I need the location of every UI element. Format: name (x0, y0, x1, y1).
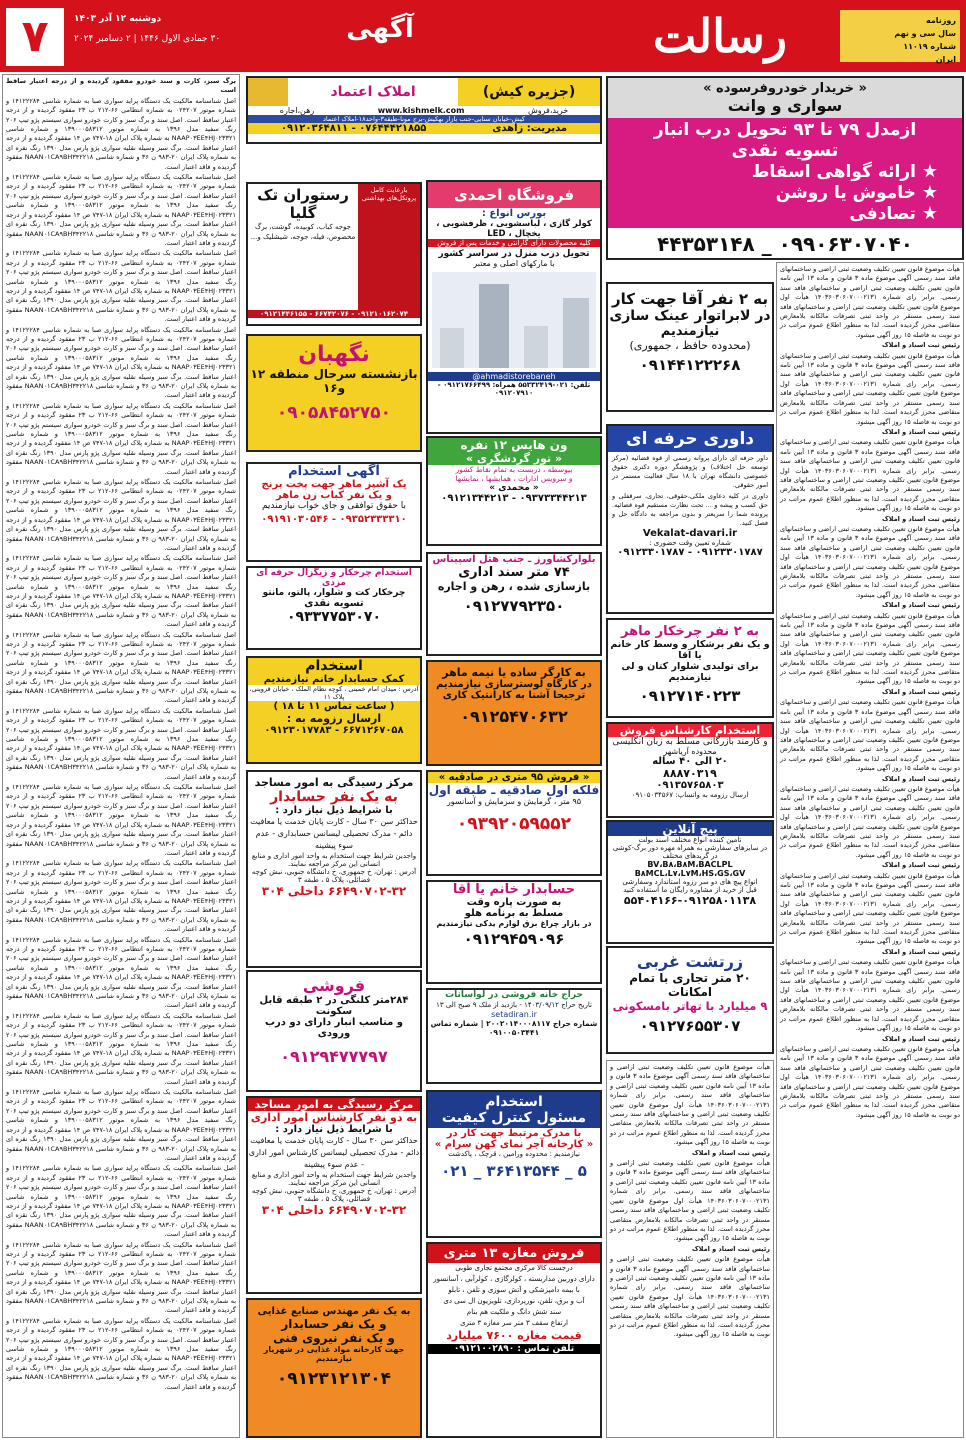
ad-line: ۹ میلیارد با تهاتر بامسکونی (612, 999, 768, 1013)
ad-title: فروشگاه احمدی (428, 182, 600, 208)
notice-text: اصل شناسنامه مالکیت یک دستگاه پراید سواری صبا به شماره شاسی ۱۴۱۲۲۲۸۴ و شماره موتور ۰۲۴۲۰۷ به شماره انتظامی ۶۶-۲۱۲ ب ۲۳ مفقود گردیده و از درجه اعتبار ساقط است. اصل سند و برگ سبز و کارت خودرو سواری سیستم پژو تیپ ۲۰۶ رنگ سفید مدل ۱۳۹۶ به شماره موتور ۱۳۹۰۰۰۵۸۳۱۲ و شماره شاسی NAAP۰۳EE۴HJ۰۲۳۳۲۱ به شماره پلاک ایران ۱۸-۷۴۷ ص ۱۴ مفقود گردیده و از درجه اعتبار ساقط است. برگ سبز وسیله نقلیه سواری پژو پارس مدل ۱۳۹۰ رنگ نقره ای به شماره پلاک ایران ۲۰-۹۸۳ ن ۳۶ و شماره شاسی NAAN۰۱CA۹BH۳۴۲۲۱۸ مفقود گردیده و فاقد اعتبار است. (6, 1011, 237, 1086)
date-line: دوشنبه ۱۲ آذر ۱۴۰۳ (74, 14, 162, 24)
ad-line: با مارکهای اصلی و معتبر (473, 259, 555, 268)
notice-text: هیأت موضوع قانون تعیین تکلیف وضعیت ثبتی اراضی و ساختمانهای فاقد سند رسمی آگهی موضوع ماده ۳ قانون و ماده ۱۳ آیین نامه قانون تعیین تکلیف وضعیت ثبتی اراضی و ساختمانهای فاقد سند رسمی. برابر رای شماره ۱۴۰۳۶۰۳۰۶۰۷۰۰۰۲۱۳۱ هیأت اول موضوع قانون تعیین تکلیف وضعیت ثبتی اراضی و ساختمانهای فاقد سند رسمی مستقر در واحد ثبتی تصرفات مالکانه بلامعارض متقاضی محرز گردیده است. لذا به منظور اطلاع عموم مراتب در دو نوبت به فاصله ۱۵ روز آگهی میشود. (780, 784, 961, 859)
ad-line: به یک نفر مهندس صنایع غذایی (257, 1306, 411, 1317)
page-number: ۷ (6, 8, 64, 66)
ad-phone: ۰۲۱ _ ۳۶۴۱۳۵۴۴ _ ۵ (441, 1162, 587, 1180)
ad-phone: ۰۹۱۲۰۳۶۴۸۱۱ - ۰۷۶۴۴۴۲۱۸۵۵ (280, 123, 427, 134)
ad-line: در گریدهای مختلف (662, 852, 718, 860)
ad-address: آدرس : میدان امام خمینی ، کوچه نظام الملک ، خیابان قزوینی، پلاک ۱۱ (249, 685, 419, 701)
ad-line: ون هایس ۱۲ نفره (428, 438, 600, 452)
ad-line: تسویه نقدی (731, 140, 839, 161)
ad-zigzag (246, 566, 422, 650)
ad-body: تاریخ حراج ۱۴۰۳/۰۹/۱۲ - بازدید از ملک ۹ صبح الی ۱۳ (436, 1001, 592, 1009)
ad-title: پیج آنلاین (608, 822, 772, 836)
ad-address: کیش-خیابان سنایی-جنب بازار بهکیش-برج مونا-طبقه۳-واحد۱۸-املاک اعتماد (248, 115, 600, 123)
ad-tag: (جزیره کیش) (458, 78, 600, 106)
masthead (0, 0, 966, 72)
notice-footer: رئیس ثبت اسناد و املاک (882, 427, 960, 436)
ad-line: با مدرک مرتبط جهت کار در (446, 1128, 582, 1139)
ad-line: دارای دوربین مداربسته ، کولرگازی ، کولرآبی ، آسانسور (433, 1275, 595, 1283)
ad-line: بلوارکشاورز ـ جنب هتل اسپیناس (432, 554, 596, 565)
hijri-date-line: ۳۰ جمادی الاول ۱۴۴۶ | ۲ دسامبر ۲۰۲۴ (74, 34, 221, 44)
ad-bolts (606, 820, 774, 944)
notice-text: هیأت موضوع قانون تعیین تکلیف وضعیت ثبتی اراضی و ساختمانهای فاقد سند رسمی آگهی موضوع ماده ۳ قانون و ماده ۱۳ آیین نامه قانون تعیین تکلیف وضعیت ثبتی اراضی و ساختمانهای فاقد سند رسمی. برابر رای شماره ۱۴۰۳۶۰۳۰۶۰۷۰۰۰۲۱۳۱ هیأت اول موضوع قانون تعیین تکلیف وضعیت ثبتی اراضی و ساختمانهای فاقد سند رسمی مستقر در واحد ثبتی تصرفات مالکانه بلامعارض متقاضی محرز گردیده است. لذا به منظور اطلاع عموم مراتب در دو نوبت به فاصله ۱۵ روز آگهی میشود. (610, 1255, 770, 1339)
ad-phone: ۰۹۳۳۷۷۵۳۰۷۰ (287, 609, 381, 625)
ad-chandelier-worker (426, 660, 602, 766)
ad-bullet: خاموش یا روشن (775, 183, 916, 203)
ad-van-tour (426, 436, 602, 546)
ad-line: به ۲ نفر آقا جهت کار (612, 290, 768, 308)
ad-line: تامین کننده انواع مختلف اسند بولت (638, 836, 742, 844)
ad-price: قیمت مغازه ۷۶۰۰ میلیارد (446, 1329, 582, 1342)
notice-text: هیأت موضوع قانون تعیین تکلیف وضعیت ثبتی اراضی و ساختمانهای فاقد سند رسمی آگهی موضوع ماده ۳ قانون و ماده ۱۳ آیین نامه قانون تعیین تکلیف وضعیت ثبتی اراضی و ساختمانهای فاقد سند رسمی. برابر رای شماره ۱۴۰۳۶۰۳۰۶۰۷۰۰۰۲۱۳۱ هیأت اول موضوع قانون تعیین تکلیف وضعیت ثبتی اراضی و ساختمانهای فاقد سند رسمی مستقر در واحد ثبتی تصرفات مالکانه بلامعارض متقاضی محرز گردیده است. لذا به منظور اطلاع عموم مراتب در دو نوبت به فاصله ۱۵ روز آگهی میشود. (780, 351, 961, 426)
ad-line: و یک نفر برشکار و وسط کار خانم یا آقا (610, 639, 770, 661)
ad-title: فروش مغازه ۱۳ متری (428, 1244, 600, 1263)
ad-bullet: تصادفی (849, 204, 916, 224)
ad-phone: ۶۶۴۹۰۷۰۲-۳۲ داخلی ۳۰۴ (261, 884, 407, 898)
notice-text: اصل شناسنامه مالکیت یک دستگاه پراید سواری صبا به شماره شاسی ۱۴۱۲۲۲۸۴ و شماره موتور ۰۲۴۲۰۷ به شماره انتظامی ۶۶-۲۱۲ ب ۲۳ مفقود گردیده و از درجه اعتبار ساقط است. اصل سند و برگ سبز و کارت خودرو سواری سیستم پژو تیپ ۲۰۶ رنگ سفید مدل ۱۳۹۶ به شماره موتور ۱۳۹۰۰۰۵۸۳۱۲ و شماره شاسی NAAP۰۳EE۴HJ۰۲۳۳۲۱ به شماره پلاک ایران ۱۸-۷۴۷ ص ۱۴ مفقود گردیده و از درجه اعتبار ساقط است. برگ سبز وسیله نقلیه سواری پژو پارس مدل ۱۳۹۰ رنگ نقره ای به شماره پلاک ایران ۲۰-۹۸۳ ن ۳۶ و شماره شاسی NAAN۰۱CA۹BH۳۴۲۲۱۸ مفقود گردیده و فاقد اعتبار است. (6, 554, 237, 629)
ad-title: مرکز رسیدگی به امور مساجد (248, 1098, 420, 1111)
ad-phone: ۰۹۱۲۷۱۴۰۲۲۳ (639, 687, 741, 705)
ad-line: ( ساعت تماس ۱۱ تا ۱۸ ) (273, 701, 395, 712)
ad-phone: ۰۹۱۲۳۰۱۷۷۸۳ - ۶۶۷۱۲۶۷۰۵۸ (264, 725, 404, 736)
ad-phone: ۰۹۱۲۹۴۵۹۰۹۶ (463, 930, 565, 948)
ad-line: « محمدی » (489, 483, 539, 493)
ad-line: « تور گردشگری » (428, 452, 600, 465)
notice-text: اصل شناسنامه مالکیت یک دستگاه پراید سواری صبا به شماره شاسی ۱۴۱۲۲۲۸۴ و شماره موتور ۰۲۴۲۰۷ به شماره انتظامی ۶۶-۲۱۲ ب ۲۳ مفقود گردیده و از درجه اعتبار ساقط است. اصل سند و برگ سبز و کارت خودرو سواری سیستم پژو تیپ ۲۰۶ رنگ سفید مدل ۱۳۹۶ به شماره موتور ۱۳۹۰۰۰۵۸۳۱۲ و شماره شاسی NAAP۰۳EE۴HJ۰۲۳۳۲۱ به شماره پلاک ایران ۱۸-۷۴۷ ص ۱۴ مفقود گردیده و از درجه اعتبار ساقط است. برگ سبز وسیله نقلیه سواری پژو پارس مدل ۱۳۹۰ رنگ نقره ای به شماره پلاک ایران ۲۰-۹۸۳ ن ۳۶ و شماره شاسی NAAN۰۱CA۹BH۳۴۲۲۱۸ مفقود گردیده و فاقد اعتبار است. (6, 1088, 237, 1162)
ad-phone: شماره حراج ۲۰۰۲۰۱۴۰۰۰۸۱۱۷ | شماره تماس ۰۹۱۰۰۵۰۳۴۴۱ (430, 1019, 598, 1037)
ad-cook (246, 462, 422, 562)
ad-phone: تلفن تماس : ۰۹۱۲۱۰۰۲۸۹۰ (428, 1344, 600, 1354)
ad-line: ۲۰ الی ۴۰ ساله (652, 756, 728, 767)
notice-footer: رئیس ثبت اسناد و املاک (882, 687, 960, 696)
notice-text: هیأت موضوع قانون تعیین تکلیف وضعیت ثبتی اراضی و ساختمانهای فاقد سند رسمی آگهی موضوع ماده ۳ قانون و ماده ۱۳ آیین نامه قانون تعیین تکلیف وضعیت ثبتی اراضی و ساختمانهای فاقد سند رسمی. برابر رای شماره ۱۴۰۳۶۰۳۰۶۰۷۰۰۰۲۱۳۱ هیأت اول موضوع قانون تعیین تکلیف وضعیت ثبتی اراضی و ساختمانهای فاقد سند رسمی مستقر در واحد ثبتی تصرفات مالکانه بلامعارض متقاضی محرز گردیده است. لذا به منظور اطلاع عموم مراتب در دو نوبت به فاصله ۱۵ روز آگهی میشود. (780, 438, 961, 513)
ad-website: Vekalat-davari.ir (642, 528, 738, 539)
ad-label: شماره تعیین وقت حضوری : (649, 539, 731, 547)
ad-line: B۸MCL،L۷،L۷M،HS،GS،GV (634, 869, 746, 878)
ad-sales-expert (606, 722, 774, 818)
ad-line: جهت کارخانه مواد غذایی در شهریار نیازمندیم (263, 1345, 405, 1363)
ad-land-sale (246, 970, 422, 1092)
ad-line: مسئول کنترل کیفیت (441, 1110, 587, 1126)
notices-column-left (2, 74, 240, 1438)
notice-title: برگ سبز، کارت و سند خودرو مفقود گردیده و از درجه اعتبار ساقط است (6, 77, 236, 95)
notice-text: هیأت موضوع قانون تعیین تکلیف وضعیت ثبتی اراضی و ساختمانهای فاقد سند رسمی آگهی موضوع ماده ۳ قانون و ماده ۱۳ آیین نامه قانون تعیین تکلیف وضعیت ثبتی اراضی و ساختمانهای فاقد سند رسمی. برابر رای شماره ۱۴۰۳۶۰۳۰۶۰۷۰۰۰۲۱۳۱ هیأت اول موضوع قانون تعیین تکلیف وضعیت ثبتی اراضی و ساختمانهای فاقد سند رسمی مستقر در واحد ثبتی تصرفات مالکانه بلامعارض متقاضی محرز گردیده است. لذا به منظور اطلاع عموم مراتب در دو نوبت به فاصله ۱۵ روز آگهی میشود. (610, 1063, 770, 1147)
ad-title: مرکز رسیدگی به امور مساجد (254, 776, 414, 789)
ad-kish-realestate (246, 76, 602, 144)
ad-shop-sale (426, 1242, 602, 1438)
ad-phone: ۶۶۴۹۰۷۰۲-۳۲ داخلی ۳۰۴ (261, 1203, 407, 1217)
notice-footer: رئیس ثبت اسناد و املاک (882, 861, 960, 870)
ad-phone: ۰۹۱۴۴۱۲۲۲۶۸ (639, 356, 741, 374)
ad-title: « فروش ۹۵ متری در صادقیه » (428, 772, 600, 783)
ad-line: کولر گازی ، لباسشویی ، ظرفشویی ، یخچال ، LED (436, 219, 592, 239)
appliances-image (432, 272, 596, 368)
ad-line: با بیمه دامپزشکی و آتش سوزی و تلفن ، تابلو (448, 1286, 580, 1294)
ad-line: در کارگاه لوسترسازی نیازمندیم (436, 679, 592, 690)
ad-lavasan-auction (426, 988, 602, 1084)
ad-line: ازمدل ۷۹ تا ۹۳ تحویل درب انبار (653, 120, 917, 140)
notices-column-middle (606, 1060, 774, 1438)
ad-line: قبل از خرید از مشاوره رایگان ما استفاده کنید (623, 886, 757, 894)
ad-line: به کارگر ساده یا نیمه ماهر (442, 666, 586, 679)
ad-line: برای تولیدی شلوار کتان و لی نیازمندیم (621, 661, 759, 683)
ad-night-guard (246, 334, 422, 452)
ad-line: کمک حسابدار خانم نیازمندیم (263, 674, 405, 685)
ad-line: به دو نفر کارشناس امور اداری (250, 1111, 418, 1124)
section-title: آگهی (346, 14, 414, 44)
ad-title: آگهی استخدام (288, 464, 380, 479)
notices-column-right (776, 262, 964, 1438)
ad-line: و مناسب انبار دارای دو درب ورودی (264, 1017, 404, 1039)
ad-line: درجست کالا مرکزی مجتمع تجاری طوبی (455, 1264, 573, 1272)
ad-office-keshavarz (426, 552, 602, 656)
ad-badge: بارعایت کامل پروتکل‌های بهداشتی (358, 184, 420, 310)
notice-text: اصل شناسنامه مالکیت یک دستگاه پراید سواری صبا به شماره شاسی ۱۴۱۲۲۲۸۴ و شماره موتور ۰۲۴۲۰۷ به شماره انتظامی ۶۶-۲۱۲ ب ۲۳ مفقود گردیده و از درجه اعتبار ساقط است. اصل سند و برگ سبز و کارت خودرو سواری سیستم پژو تیپ ۲۰۶ رنگ سفید مدل ۱۳۹۶ به شماره موتور ۱۳۹۰۰۰۵۸۳۱۲ و شماره شاسی NAAP۰۳EE۴HJ۰۲۳۳۲۱ به شماره پلاک ایران ۱۸-۷۴۷ ص ۱۴ مفقود گردیده و از درجه اعتبار ساقط است. برگ سبز وسیله نقلیه سواری پژو پارس مدل ۱۳۹۰ رنگ نقره ای به شماره پلاک ایران ۲۰-۹۸۳ ن ۳۶ و شماره شاسی NAAN۰۱CA۹BH۳۴۲۲۱۸ مفقود گردیده و فاقد اعتبار است. (6, 173, 237, 247)
ad-line: استخدام چرخکار و زیگزال حرفه ای مزدی (256, 568, 412, 588)
notice-footer: رئیس ثبت اسناد و املاک (692, 1244, 770, 1253)
ad-phone: ۵۵۴۰۴۱۶۶-۰۹۱۲۵۸۰۱۱۳۸ (623, 894, 757, 907)
notice-footer: رئیس ثبت اسناد و املاک (882, 514, 960, 523)
ad-title: « خریدار خودروفرسوده » (703, 81, 867, 96)
meta-issue: شماره ۱۱۰۱۹ (903, 42, 956, 51)
ad-line: و کارمند بازرگانی مسلط به زبان انگلیسی (612, 737, 768, 747)
notice-footer: رئیس ثبت اسناد و املاک (882, 601, 960, 610)
notice-footer: رئیس ثبت اسناد و املاک (882, 341, 960, 350)
ad-phone: ۰۹۱۹۱۰۳۰۵۴۶ - ۰۹۳۵۲۳۳۳۳۱۰ (261, 514, 407, 525)
ad-line: تسویه نقدی (304, 598, 364, 609)
ad-body: داور حرفه ای دارای پروانه رسمی از قوه قضائیه (مرکز توسعه حل اختلاف) و پژوهشگر دوره دکتری حقوق خصوصی دانشگاه تهران با ۱۸ سال فعالیت مستمر در امور حقوقی. (612, 454, 768, 489)
ad-line: ارسال رزومه به : (286, 712, 382, 725)
ad-phone: ۰۹۱۲۳۱۲۱۳۰۴ (276, 1369, 392, 1389)
notice-text: اصل شناسنامه مالکیت یک دستگاه پراید سواری صبا به شماره شاسی ۱۴۱۲۲۲۸۴ و شماره موتور ۰۲۴۲۰۷ به شماره انتظامی ۶۶-۲۱۲ ب ۲۳ مفقود گردیده و از درجه اعتبار ساقط است. اصل سند و برگ سبز و کارت خودرو سواری سیستم پژو تیپ ۲۰۶ رنگ سفید مدل ۱۳۹۶ به شماره موتور ۱۳۹۰۰۰۵۸۳۱۲ و شماره شاسی NAAP۰۳EE۴HJ۰۲۳۳۲۱ به شماره پلاک ایران ۱۸-۷۴۷ ص ۱۴ مفقود گردیده و از درجه اعتبار ساقط است. برگ سبز وسیله نقلیه سواری پژو پارس مدل ۱۳۹۰ رنگ نقره ای به شماره پلاک ایران ۲۰-۹۸۳ ن ۳۶ و شماره شاسی NAAN۰۱CA۹BH۳۴۲۲۱۸ مفقود گردیده و فاقد اعتبار است. (6, 96, 237, 171)
ad-line: به صورت پاره وقت (466, 897, 562, 908)
ad-line: رهن،اجاره (279, 106, 315, 115)
meta-country: ایران (935, 55, 956, 64)
ad-line: انواع پیچ های دو سر رزوه استاندارد وسفارشی (622, 878, 758, 886)
ad-line: تحویل درب منزل در سراسر کشور (438, 249, 590, 259)
notice-text: اصل شناسنامه مالکیت یک دستگاه پراید سواری صبا به شماره شاسی ۱۴۱۲۲۲۸۴ و شماره موتور ۰۲۴۲۰۷ به شماره انتظامی ۶۶-۲۱۲ ب ۲۳ مفقود گردیده و از درجه اعتبار ساقط است. اصل سند و برگ سبز و کارت خودرو سواری سیستم پژو تیپ ۲۰۶ رنگ سفید مدل ۱۳۹۶ به شماره موتور ۱۳۹۰۰۰۵۸۳۱۲ و شماره شاسی NAAP۰۳EE۴HJ۰۲۳۳۲۱ به شماره پلاک ایران ۱۸-۷۴۷ ص ۱۴ مفقود گردیده و از درجه اعتبار ساقط است. برگ سبز وسیله نقلیه سواری پژو پارس مدل ۱۳۹۰ رنگ نقره ای به شماره پلاک ایران ۲۰-۹۸۳ ن ۳۶ و شماره شاسی NAAN۰۱CA۹BH۳۴۲۲۱۸ مفقود گردیده و فاقد اعتبار است. (6, 478, 237, 552)
ad-line: بازنشسته سرحال منطقه ۱۲ و۱۶ (250, 367, 418, 395)
ad-website: setadiran.ir (491, 1010, 537, 1019)
ad-title: رستوران تک گلیا (257, 186, 349, 222)
meta-year: سال سی و نهم (894, 29, 956, 38)
ad-title: استخدام (485, 1094, 543, 1110)
ad-line: با حقوق توافقی و جای خواب نیازمندیم (261, 501, 407, 511)
ad-bullet: ارائه گواهی اسقاط (751, 162, 916, 182)
ad-body: واجدین شرایط جهت استخدام به واحد امور اداری و منابع انسانی این مرکز مراجعه نمایند. (251, 1171, 417, 1187)
ad-sewing-workers (606, 618, 774, 718)
notice-text: هیأت موضوع قانون تعیین تکلیف وضعیت ثبتی اراضی و ساختمانهای فاقد سند رسمی آگهی موضوع ماده ۳ قانون و ماده ۱۳ آیین نامه قانون تعیین تکلیف وضعیت ثبتی اراضی و ساختمانهای فاقد سند رسمی. برابر رای شماره ۱۴۰۳۶۰۳۰۶۰۷۰۰۰۲۱۳۱ هیأت اول موضوع قانون تعیین تکلیف وضعیت ثبتی اراضی و ساختمانهای فاقد سند رسمی مستقر در واحد ثبتی تصرفات مالکانه بلامعارض متقاضی محرز گردیده است. لذا به منظور اطلاع عموم مراتب در دو نوبت به فاصله ۱۵ روز آگهی میشود. (780, 611, 961, 686)
ad-title: استخدام (305, 658, 363, 674)
ad-title: حراج خانه فروشی در لواسانات (445, 990, 583, 1000)
ad-line: با شرایط ذیل نیاز دارد : (275, 805, 393, 816)
ad-phone: ۰۹۱۲۱۴۴۶۱۵۵ - ۶۶۷۴۲۰۷۶ - ۰۹۱۲۱۰۱۶۲۰۷۴ (248, 310, 420, 318)
ad-line: ۹۵ متر ، گرمایش و سرمایش و آسانسور (446, 797, 582, 806)
ad-line: مسلط به برنامه هلو (464, 908, 564, 919)
notice-text: اصل شناسنامه مالکیت یک دستگاه پراید سواری صبا به شماره شاسی ۱۴۱۲۲۲۸۴ و شماره موتور ۰۲۴۲۰۷ به شماره انتظامی ۶۶-۲۱۲ ب ۲۳ مفقود گردیده و از درجه اعتبار ساقط است. اصل سند و برگ سبز و کارت خودرو سواری سیستم پژو تیپ ۲۰۶ رنگ سفید مدل ۱۳۹۶ به شماره موتور ۱۳۹۰۰۰۵۸۳۱۲ و شماره شاسی NAAP۰۳EE۴HJ۰۲۳۳۲۱ به شماره پلاک ایران ۱۸-۷۴۷ ص ۱۴ مفقود گردیده و از درجه اعتبار ساقط است. برگ سبز وسیله نقلیه سواری پژو پارس مدل ۱۳۹۰ رنگ نقره ای به شماره پلاک ایران ۲۰-۹۸۳ ن ۳۶ و شماره شاسی NAAN۰۱CA۹BH۳۴۲۲۱۸ مفقود گردیده و فاقد اعتبار است. (6, 401, 237, 476)
ad-food-engineer (246, 1298, 422, 1438)
issue-meta (840, 10, 960, 62)
ad-line: (محدوده حافظ ، جمهوری) (629, 339, 751, 352)
ad-line: چرخکار کت و شلوار، پالتو، مانتو (262, 588, 406, 598)
ad-phone: ۰۹۱۲۵۴۷۰۶۳۲ (460, 707, 568, 726)
ad-phone: ۸۸۸۷۰۳۱۹ (663, 767, 717, 780)
ad-line: BV،B۸،B۸M،BACLPL (647, 860, 733, 869)
notice-footer: رئیس ثبت اسناد و املاک (692, 1148, 770, 1157)
ad-line: و یک نفر نیروی فنی (273, 1331, 395, 1345)
ad-line: ۷۴ متر سند اداری (458, 565, 570, 580)
notice-text: اصل شناسنامه مالکیت یک دستگاه پراید سواری صبا به شماره شاسی ۱۴۱۲۲۲۸۴ و شماره موتور ۰۲۴۲۰۷ به شماره انتظامی ۶۶-۲۱۲ ب ۲۳ مفقود گردیده و از درجه اعتبار ساقط است. اصل سند و برگ سبز و کارت خودرو سواری سیستم پژو تیپ ۲۰۶ رنگ سفید مدل ۱۳۹۶ به شماره موتور ۱۳۹۰۰۰۵۸۳۱۲ و شماره شاسی NAAP۰۳EE۴HJ۰۲۳۳۲۱ به شماره پلاک ایران ۱۸-۷۴۷ ص ۱۴ مفقود گردیده و از درجه اعتبار ساقط است. برگ سبز وسیله نقلیه سواری پژو پارس مدل ۱۳۹۰ رنگ نقره ای به شماره پلاک ایران ۲۰-۹۸۳ ن ۳۶ و شماره شاسی NAAN۰۱CA۹BH۳۴۲۲۱۸ مفقود گردیده و فاقد اعتبار است. (6, 859, 237, 934)
ad-phone: ۰۹۱۲۹۴۷۷۷۹۷ (280, 1047, 388, 1066)
ad-quality-control (426, 1090, 602, 1238)
notice-footer: رئیس ثبت اسناد و املاک (882, 1034, 960, 1043)
ad-phone: ۴۴۳۵۳۱۴۸ _ ۰۹۹۰۶۳۰۷۰۴۰ (657, 232, 913, 256)
ad-assistant-accountant (246, 656, 422, 764)
ad-line: در بازار چراغ برق لوازم یدکی نیازمندیم (436, 919, 592, 928)
ad-car-buyer (606, 76, 964, 260)
ad-line: در لابراتوار عینک سازی (609, 308, 771, 324)
ad-line: سند شش دانگ و ملکیت هم بنام (466, 1308, 562, 1316)
ad-line: نیازمندیم : محدوده ورامین ، قرچک ، پاکدشت (448, 1150, 580, 1158)
notice-text: اصل شناسنامه مالکیت یک دستگاه پراید سواری صبا به شماره شاسی ۱۴۱۲۲۲۸۴ و شماره موتور ۰۲۴۲۰۷ به شماره انتظامی ۶۶-۲۱۲ ب ۲۳ مفقود گردیده و از درجه اعتبار ساقط است. اصل سند و برگ سبز و کارت خودرو سواری سیستم پژو تیپ ۲۰۶ رنگ سفید مدل ۱۳۹۶ به شماره موتور ۱۳۹۰۰۰۵۸۳۱۲ و شماره شاسی NAAP۰۳EE۴HJ۰۲۳۳۲۱ به شماره پلاک ایران ۱۸-۷۴۷ ص ۱۴ مفقود گردیده و از درجه اعتبار ساقط است. برگ سبز وسیله نقلیه سواری پژو پارس مدل ۱۳۹۰ رنگ نقره ای به شماره پلاک ایران ۲۰-۹۸۳ ن ۳۶ و شماره شاسی NAAN۰۱CA۹BH۳۴۲۲۱۸ مفقود گردیده و فاقد اعتبار است. (6, 1316, 237, 1391)
ad-subtitle: سواری و وانت (727, 96, 843, 115)
notice-text: هیأت موضوع قانون تعیین تکلیف وضعیت ثبتی اراضی و ساختمانهای فاقد سند رسمی آگهی موضوع ماده ۳ قانون و ماده ۱۳ آیین نامه قانون تعیین تکلیف وضعیت ثبتی اراضی و ساختمانهای فاقد سند رسمی. برابر رای شماره ۱۴۰۳۶۰۳۰۶۰۷۰۰۰۲۱۳۱ هیأت اول موضوع قانون تعیین تکلیف وضعیت ثبتی اراضی و ساختمانهای فاقد سند رسمی مستقر در واحد ثبتی تصرفات مالکانه بلامعارض متقاضی محرز گردیده است. لذا به منظور اطلاع عموم مراتب در دو نوبت به فاصله ۱۵ روز آگهی میشود. (610, 1159, 770, 1243)
ad-line: ارتفاع سقف ۳ متر سر مغازه ۳ متری (460, 1319, 568, 1327)
ad-line: محدوده آریاشهر (663, 747, 717, 756)
ad-phone: ۰۹۱۲۱۳۴۴۲۱۳ - ۰۹۳۷۳۳۴۴۲۱۳ (441, 493, 587, 504)
ad-mosque-accountant (246, 770, 422, 968)
ad-website: www.kishmelk.com (377, 106, 465, 115)
ad-phone: ۰۹۱۲۷۷۹۲۳۵۰ (463, 597, 565, 615)
ad-phone: ۰۹۳۹۲۰۵۹۵۵۲ (456, 814, 572, 834)
notice-text: اصل شناسنامه مالکیت یک دستگاه پراید سواری صبا به شماره شاسی ۱۴۱۲۲۲۸۴ و شماره موتور ۰۲۴۲۰۷ به شماره انتظامی ۶۶-۲۱۲ ب ۲۳ مفقود گردیده و از درجه اعتبار ساقط است. اصل سند و برگ سبز و کارت خودرو سواری سیستم پژو تیپ ۲۰۶ رنگ سفید مدل ۱۳۹۶ به شماره موتور ۱۳۹۰۰۰۵۸۳۱۲ و شماره شاسی NAAP۰۳EE۴HJ۰۲۳۳۲۱ به شماره پلاک ایران ۱۸-۷۴۷ ص ۱۴ مفقود گردیده و از درجه اعتبار ساقط است. برگ سبز وسیله نقلیه سواری پژو پارس مدل ۱۳۹۰ رنگ نقره ای به شماره پلاک ایران ۲۰-۹۸۳ ن ۳۶ و شماره شاسی NAAN۰۱CA۹BH۳۴۲۲۱۸ مفقود گردیده و فاقد اعتبار است. (6, 249, 237, 324)
notice-text: هیأت موضوع قانون تعیین تکلیف وضعیت ثبتی اراضی و ساختمانهای فاقد سند رسمی آگهی موضوع ماده ۳ قانون و ماده ۱۳ آیین نامه قانون تعیین تکلیف وضعیت ثبتی اراضی و ساختمانهای فاقد سند رسمی. برابر رای شماره ۱۴۰۳۶۰۳۰۶۰۷۰۰۰۲۱۳۱ هیأت اول موضوع قانون تعیین تکلیف وضعیت ثبتی اراضی و ساختمانهای فاقد سند رسمی مستقر در واحد ثبتی تصرفات مالکانه بلامعارض متقاضی محرز گردیده است. لذا به منظور اطلاع عموم مراتب در دو نوبت به فاصله ۱۵ روز آگهی میشود. (780, 524, 961, 599)
ad-title: زرتشت غربی (636, 952, 744, 971)
ad-body: حداکثر سن ۳۰ سال - کارت پایان خدمت یا معافیت دائم - مدرک تحصیلی لیسانس حسابداری - عدم سوء پیشینه (250, 817, 418, 850)
building-icon (248, 78, 288, 106)
ad-title: استخدام کارشناس فروش (608, 724, 772, 737)
ad-commercial-shop (606, 946, 774, 1054)
notice-text: اصل شناسنامه مالکیت یک دستگاه پراید سواری صبا به شماره شاسی ۱۴۱۲۲۲۸۴ و شماره موتور ۰۲۴۲۰۷ به شماره انتظامی ۶۶-۲۱۲ ب ۲۳ مفقود گردیده و از درجه اعتبار ساقط است. اصل سند و برگ سبز و کارت خودرو سواری سیستم پژو تیپ ۲۰۶ رنگ سفید مدل ۱۳۹۶ به شماره موتور ۱۳۹۰۰۰۵۸۳۱۲ و شماره شاسی NAAP۰۳EE۴HJ۰۲۳۳۲۱ به شماره پلاک ایران ۱۸-۷۴۷ ص ۱۴ مفقود گردیده و از درجه اعتبار ساقط است. برگ سبز وسیله نقلیه سواری پژو پارس مدل ۱۳۹۰ رنگ نقره ای به شماره پلاک ایران ۲۰-۹۸۳ ن ۳۶ و شماره شاسی NAAN۰۱CA۹BH۳۴۲۲۱۸ مفقود گردیده و فاقد اعتبار است. (6, 935, 237, 1010)
notice-text: اصل شناسنامه مالکیت یک دستگاه پراید سواری صبا به شماره شاسی ۱۴۱۲۲۲۸۴ و شماره موتور ۰۲۴۲۰۷ به شماره انتظامی ۶۶-۲۱۲ ب ۲۳ مفقود گردیده و از درجه اعتبار ساقط است. اصل سند و برگ سبز و کارت خودرو سواری سیستم پژو تیپ ۲۰۶ رنگ سفید مدل ۱۳۹۶ به شماره موتور ۱۳۹۰۰۰۵۸۳۱۲ و شماره شاسی NAAP۰۳EE۴HJ۰۲۳۳۲۱ به شماره پلاک ایران ۱۸-۷۴۷ ص ۱۴ مفقود گردیده و از درجه اعتبار ساقط است. برگ سبز وسیله نقلیه سواری پژو پارس مدل ۱۳۹۰ رنگ نقره ای به شماره پلاک ایران ۲۰-۹۸۳ ن ۳۶ و شماره شاسی NAAN۰۱CA۹BH۳۴۲۲۱۸ مفقود گردیده و فاقد اعتبار است. (6, 706, 237, 781)
ad-title: فروشی (302, 976, 366, 995)
ad-line: در سایزهای سفارشی به همراه مهره دور برگ-کوشی (612, 844, 768, 852)
notice-text: هیأت موضوع قانون تعیین تکلیف وضعیت ثبتی اراضی و ساختمانهای فاقد سند رسمی آگهی موضوع ماده ۳ قانون و ماده ۱۳ آیین نامه قانون تعیین تکلیف وضعیت ثبتی اراضی و ساختمانهای فاقد سند رسمی. برابر رای شماره ۱۴۰۳۶۰۳۰۶۰۷۰۰۰۲۱۳۱ هیأت اول موضوع قانون تعیین تکلیف وضعیت ثبتی اراضی و ساختمانهای فاقد سند رسمی مستقر در واحد ثبتی تصرفات مالکانه بلامعارض متقاضی محرز گردیده است. لذا به منظور اطلاع عموم مراتب در دو نوبت به فاصله ۱۵ روز آگهی میشود. (780, 265, 961, 339)
ad-mosque-admin (246, 1096, 422, 1294)
ad-line: و یک نفر حسابدار (281, 1317, 387, 1331)
notice-text: اصل شناسنامه مالکیت یک دستگاه پراید سواری صبا به شماره شاسی ۱۴۱۲۲۲۸۴ و شماره موتور ۰۲۴۲۰۷ به شماره انتظامی ۶۶-۲۱۲ ب ۲۳ مفقود گردیده و از درجه اعتبار ساقط است. اصل سند و برگ سبز و کارت خودرو سواری سیستم پژو تیپ ۲۰۶ رنگ سفید مدل ۱۳۹۶ به شماره موتور ۱۳۹۰۰۰۵۸۳۱۲ و شماره شاسی NAAP۰۳EE۴HJ۰۲۳۳۲۱ به شماره پلاک ایران ۱۸-۷۴۷ ص ۱۴ مفقود گردیده و از درجه اعتبار ساقط است. برگ سبز وسیله نقلیه سواری پژو پارس مدل ۱۳۹۰ رنگ نقره ای به شماره پلاک ایران ۲۰-۹۸۳ ن ۳۶ و شماره شاسی NAAN۰۱CA۹BH۳۴۲۲۱۸ مفقود گردیده و فاقد اعتبار است. (6, 1164, 237, 1239)
ad-appliance-store (426, 180, 602, 434)
notice-text: اصل شناسنامه مالکیت یک دستگاه پراید سواری صبا به شماره شاسی ۱۴۱۲۲۲۸۴ و شماره موتور ۰۲۴۲۰۷ به شماره انتظامی ۶۶-۲۱۲ ب ۲۳ مفقود گردیده و از درجه اعتبار ساقط است. اصل سند و برگ سبز و کارت خودرو سواری سیستم پژو تیپ ۲۰۶ رنگ سفید مدل ۱۳۹۶ به شماره موتور ۱۳۹۰۰۰۵۸۳۱۲ و شماره شاسی NAAP۰۳EE۴HJ۰۲۳۳۲۱ به شماره پلاک ایران ۱۸-۷۴۷ ص ۱۴ مفقود گردیده و از درجه اعتبار ساقط است. برگ سبز وسیله نقلیه سواری پژو پارس مدل ۱۳۹۰ رنگ نقره ای به شماره پلاک ایران ۲۰-۹۸۳ ن ۳۶ و شماره شاسی NAAN۰۱CA۹BH۳۴۲۲۱۸ مفقود گردیده و فاقد اعتبار است. (6, 1240, 237, 1315)
ad-line: به یک نفر حسابدار (270, 789, 398, 805)
notice-footer: رئیس ثبت اسناد و املاک (882, 774, 960, 783)
ad-line: خرید،فروش (527, 106, 569, 115)
notice-text: اصل شناسنامه مالکیت یک دستگاه پراید سواری صبا به شماره شاسی ۱۴۱۲۲۲۸۴ و شماره موتور ۰۲۴۲۰۷ به شماره انتظامی ۶۶-۲۱۲ ب ۲۳ مفقود گردیده و از درجه اعتبار ساقط است. اصل سند و برگ سبز و کارت خودرو سواری سیستم پژو تیپ ۲۰۶ رنگ سفید مدل ۱۳۹۶ به شماره موتور ۱۳۹۰۰۰۵۸۳۱۲ و شماره شاسی NAAP۰۳EE۴HJ۰۲۳۳۲۱ به شماره پلاک ایران ۱۸-۷۴۷ ص ۱۴ مفقود گردیده و از درجه اعتبار ساقط است. برگ سبز وسیله نقلیه سواری پژو پارس مدل ۱۳۹۰ رنگ نقره ای به شماره پلاک ایران ۲۰-۹۸۳ ن ۳۶ و شماره شاسی NAAN۰۱CA۹BH۳۴۲۲۱۸ مفقود گردیده و فاقد اعتبار است. (6, 325, 237, 400)
ad-title: املاک اعتماد (330, 84, 416, 100)
newspaper-logo: رسالت (653, 9, 787, 63)
star-icon: ★ (921, 203, 938, 224)
notice-text: هیأت موضوع قانون تعیین تکلیف وضعیت ثبتی اراضی و ساختمانهای فاقد سند رسمی آگهی موضوع ماده ۳ قانون و ماده ۱۳ آیین نامه قانون تعیین تکلیف وضعیت ثبتی اراضی و ساختمانهای فاقد سند رسمی. برابر رای شماره ۱۴۰۳۶۰۳۰۶۰۷۰۰۰۲۱۳۱ هیأت اول موضوع قانون تعیین تکلیف وضعیت ثبتی اراضی و ساختمانهای فاقد سند رسمی مستقر در واحد ثبتی تصرفات مالکانه بلامعارض متقاضی محرز گردیده است. لذا به منظور اطلاع عموم مراتب در دو نوبت به فاصله ۱۵ روز آگهی میشود. (780, 958, 961, 1033)
ad-line: ۲۰ متر تجاری با تمام امکانات (629, 971, 751, 999)
notice-text: هیأت موضوع قانون تعیین تکلیف وضعیت ثبتی اراضی و ساختمانهای فاقد سند رسمی آگهی موضوع ماده ۳ قانون و ماده ۱۳ آیین نامه قانون تعیین تکلیف وضعیت ثبتی اراضی و ساختمانهای فاقد سند رسمی. برابر رای شماره ۱۴۰۳۶۰۳۰۶۰۷۰۰۰۲۱۳۱ هیأت اول موضوع قانون تعیین تکلیف وضعیت ثبتی اراضی و ساختمانهای فاقد سند رسمی مستقر در واحد ثبتی تصرفات مالکانه بلامعارض متقاضی محرز گردیده است. لذا به منظور اطلاع عموم مراتب در دو نوبت به فاصله ۱۵ روز آگهی میشود. (780, 698, 961, 773)
ad-arbitration (606, 424, 774, 614)
notice-footer: رئیس ثبت اسناد و املاک (882, 947, 960, 956)
ad-body: واجدین شرایط جهت استخدام به واحد امور اداری و منابع انسانی این مرکز مراجعه نمایند. (251, 852, 417, 868)
ad-line: آب و برق، تلفن، نورپردازی، تلویزیون ال سی دی (443, 1297, 585, 1305)
ad-line: ارسال رزومه به واتساپ: ۰۹۱۰۵۰۳۴۵۶۷ (631, 791, 749, 799)
ad-phone: ۰۹۱۲۳۳۰۱۷۸۷ - ۰۹۱۲۳۳۰۱۷۸۷ (617, 547, 763, 558)
ad-line: بازسازی شده ، رهن و اجاره (437, 580, 591, 593)
notice-text: هیأت موضوع قانون تعیین تکلیف وضعیت ثبتی اراضی و ساختمانهای فاقد سند رسمی آگهی موضوع ماده ۳ قانون و ماده ۱۳ آیین نامه قانون تعیین تکلیف وضعیت ثبتی اراضی و ساختمانهای فاقد سند رسمی. برابر رای شماره ۱۴۰۳۶۰۳۰۶۰۷۰۰۰۲۱۳۱ هیأت اول موضوع قانون تعیین تکلیف وضعیت ثبتی اراضی و ساختمانهای فاقد سند رسمی مستقر در واحد ثبتی تصرفات مالکانه بلامعارض متقاضی محرز گردیده است. لذا به منظور اطلاع عموم مراتب در دو نوبت به فاصله ۱۵ روز آگهی میشود. (780, 1044, 961, 1119)
ad-phone: ۰۹۰۵۸۴۵۲۷۵۰ (276, 403, 392, 423)
notice-text: اصل شناسنامه مالکیت یک دستگاه پراید سواری صبا به شماره شاسی ۱۴۱۲۲۲۸۴ و شماره موتور ۰۲۴۲۰۷ به شماره انتظامی ۶۶-۲۱۲ ب ۲۳ مفقود گردیده و از درجه اعتبار ساقط است. اصل سند و برگ سبز و کارت خودرو سواری سیستم پژو تیپ ۲۰۶ رنگ سفید مدل ۱۳۹۶ به شماره موتور ۱۳۹۰۰۰۵۸۳۱۲ و شماره شاسی NAAP۰۳EE۴HJ۰۲۳۳۲۱ به شماره پلاک ایران ۱۸-۷۴۷ ص ۱۴ مفقود گردیده و از درجه اعتبار ساقط است. برگ سبز وسیله نقلیه سواری پژو پارس مدل ۱۳۹۰ رنگ نقره ای به شماره پلاک ایران ۲۰-۹۸۳ ن ۳۶ و شماره شاسی NAAN۰۱CA۹BH۳۴۲۲۱۸ مفقود گردیده و فاقد اعتبار است. (6, 630, 237, 705)
ad-line: و یک نفر کباب زن ماهر (276, 490, 392, 501)
ad-line: بورس انواع : (481, 208, 547, 219)
star-icon: ★ (921, 182, 938, 203)
ad-phone: ۰۹۱۲۷۶۵۵۳۰۷ (639, 1017, 741, 1035)
ad-sadeghie-apartment (426, 770, 602, 876)
ad-title: حسابدار خانم یا آقا (452, 882, 576, 897)
ad-line: بیوسطه ، دربست به تمام نقاط کشور (455, 465, 573, 474)
ad-optical-lab (606, 282, 774, 412)
notice-text: هیأت موضوع قانون تعیین تکلیف وضعیت ثبتی اراضی و ساختمانهای فاقد سند رسمی آگهی موضوع ماده ۳ قانون و ماده ۱۳ آیین نامه قانون تعیین تکلیف وضعیت ثبتی اراضی و ساختمانهای فاقد سند رسمی. برابر رای شماره ۱۴۰۳۶۰۳۰۶۰۷۰۰۰۲۱۳۱ هیأت اول موضوع قانون تعیین تکلیف وضعیت ثبتی اراضی و ساختمانهای فاقد سند رسمی مستقر در واحد ثبتی تصرفات مالکانه بلامعارض متقاضی محرز گردیده است. لذا به منظور اطلاع عموم مراتب در دو نوبت به فاصله ۱۵ روز آگهی میشود. (780, 871, 961, 946)
ad-line: با شرایط ذیل نیاز دارد : (275, 1124, 393, 1135)
ad-line: ترجیحا آشنا به کارانتیک کاری (442, 690, 586, 701)
ad-line: « کارخانه آجر نمای کهن سرام » (434, 1139, 594, 1150)
meta-type: روزنامه (926, 16, 956, 25)
ad-address: آدرس : تهران، خ جمهوری، خ دانشگاه جنوبی، نبش کوچه فضائلی، پلاک ۵ ، طبقه ۳ (251, 868, 417, 884)
ad-phone: ۰۹۱۳۵۷۶۵۸۰۳ (656, 780, 724, 791)
ad-line: به ۲ نفر چرخکار ماهر (621, 624, 759, 639)
ad-line: نیازمندیم (660, 324, 720, 339)
ad-body: داوری در کلیه دعاوی ملکی،حقوقی، تجاری، سرقفلی و حق کسب و پیشه و ... تحت نظارت مستقیم قوه قضائیه. پرونده شما را سریعتر و بدون مراجعه به دادگاه حل و فصل کنید. (612, 492, 768, 527)
ad-restaurant (246, 182, 422, 326)
ad-line: یک آشپز ماهر جهت پخت برنج (261, 479, 407, 490)
star-icon: ★ (921, 161, 938, 182)
ad-body: جوجه کباب، کوبیده، گوشت، برگ مخصوص، فیله، جوجه، شیشلیک و... (250, 223, 356, 241)
ad-line: فلکه اول صادقیه ـ طبقه اول (428, 783, 600, 797)
ad-phone: تلفن: ۰۲۱-۵۵۳۳۲۴۱۹ همراه: ۰۹۱۲۱۷۶۶۴۹۹ - ۰۹۱۲۰۷۹۱۰ (437, 381, 591, 397)
ad-title: داوری حرفه ای (608, 426, 772, 452)
ad-line: ۲۸۴متر کلنگی در ۲ طبقه قابل سکونت (259, 995, 409, 1017)
ad-part-time-accountant (426, 880, 602, 984)
ad-line: کلیه محصولات دارای گارانتی و خدمات پس از فروش (428, 239, 600, 247)
notice-text: اصل شناسنامه مالکیت یک دستگاه پراید سواری صبا به شماره شاسی ۱۴۱۲۲۲۸۴ و شماره موتور ۰۲۴۲۰۷ به شماره انتظامی ۶۶-۲۱۲ ب ۲۳ مفقود گردیده و از درجه اعتبار ساقط است. اصل سند و برگ سبز و کارت خودرو سواری سیستم پژو تیپ ۲۰۶ رنگ سفید مدل ۱۳۹۶ به شماره موتور ۱۳۹۰۰۰۵۸۳۱۲ و شماره شاسی NAAP۰۳EE۴HJ۰۲۳۳۲۱ به شماره پلاک ایران ۱۸-۷۴۷ ص ۱۴ مفقود گردیده و از درجه اعتبار ساقط است. برگ سبز وسیله نقلیه سواری پژو پارس مدل ۱۳۹۰ رنگ نقره ای به شماره پلاک ایران ۲۰-۹۸۳ ن ۳۶ و شماره شاسی NAAN۰۱CA۹BH۳۴۲۲۱۸ مفقود گردیده و فاقد اعتبار است. (6, 783, 237, 857)
ad-manager: مدیریت: زاهدی (492, 123, 568, 134)
ad-body: حداکثر سن ۳۰ سال - کارت پایان خدمت یا معافیت دائم - مدرک تحصیلی لیسانس کارشناس امور اداری - عدم سوء پیشینه (248, 1136, 420, 1169)
ad-title: نگهبان (298, 342, 370, 367)
ad-address: آدرس : تهران، خ جمهوری، خ دانشگاه جنوبی، نبش کوچه فضائلی، پلاک ۵ ، طبقه ۳ (251, 1187, 417, 1203)
ad-social: @ahmadistorebaneh (428, 372, 600, 381)
ad-line: و سرویس ادارات ، همایشها ، نمایشها (455, 474, 573, 483)
